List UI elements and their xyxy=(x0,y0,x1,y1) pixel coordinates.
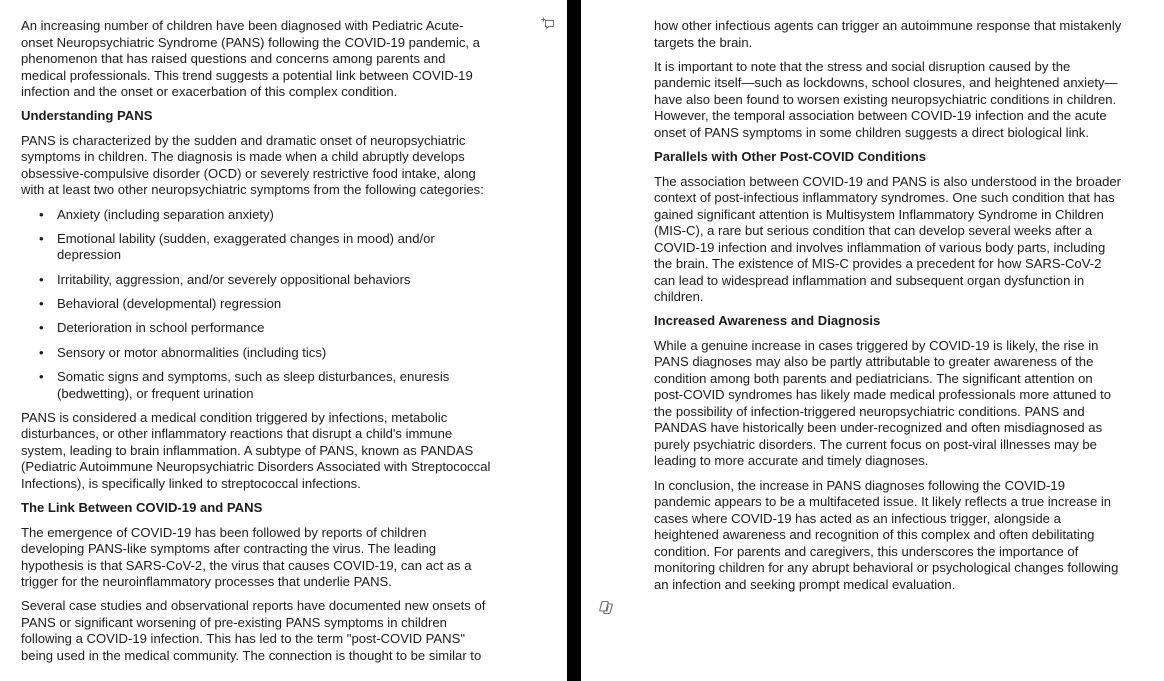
list-item xyxy=(21,320,490,337)
text-line: • Sensory or motor abnormalities (including tics) xyxy=(57,344,327,360)
text-line: PANDAS have historically been under-recognized and often misdiagnosed as xyxy=(654,420,1103,436)
text-line: condition among both parents and pediatricians. The significant attention on xyxy=(654,370,1093,386)
paragraph-awareness xyxy=(654,338,1121,470)
text-line: system, leading to brain inflammation. A subtype of PANS, known as PANDAS xyxy=(21,442,474,458)
text-line: • Behavioral (developmental) regression xyxy=(57,296,282,312)
text-line: heightened awareness and recognition of this complex and often debilitating xyxy=(654,527,1095,543)
text-line: PANS is characterized by the sudden and dramatic onset of neuropsychiatric xyxy=(21,132,466,148)
text-line: PANS diagnoses may also be partly attributable to greater awareness of the xyxy=(654,354,1094,370)
text-line: the possibility of infection-triggered neuropsychiatric conditions. PANS and xyxy=(654,403,1085,419)
list-item xyxy=(21,231,490,264)
text-line: purely psychiatric disorders. The current focus on post-viral illnesses may be xyxy=(654,436,1097,452)
text-line: cases where COVID-19 has acted as an infectious trigger, alongside a xyxy=(654,510,1061,526)
text-line: targets the brain. xyxy=(654,34,753,50)
text-line: • Somatic signs and symptoms, such as sleep disturbances, enuresis xyxy=(57,369,450,385)
text-line: PANS or significant worsening of pre-existing PANS symptoms in children xyxy=(21,614,447,630)
text-line: • Irritability, aggression, and/or severely oppositional behaviors xyxy=(57,271,411,287)
page-divider xyxy=(567,0,581,681)
text-line: following a COVID-19 infection. This has led to the term "post-COVID PANS" xyxy=(21,631,465,647)
text-line: However, the temporal association between COVID-19 infection and the acute xyxy=(654,108,1107,124)
text-line: hypothesis is that SARS-CoV-2, the virus that causes COVID-19, can act as a xyxy=(21,557,472,573)
paragraph-link-2 xyxy=(21,598,490,664)
text-line: COVID-19 infection and involves inflammation of various body parts, including xyxy=(654,239,1106,255)
text-line: children. xyxy=(654,289,704,305)
paragraph-understanding xyxy=(21,133,490,199)
text-line: how other infectious agents can trigger an autoimmune response that mistakenly xyxy=(654,18,1122,33)
text-line: disturbances, or other inflammatory reactions that disrupt a child's immune xyxy=(21,426,453,442)
list-item xyxy=(21,207,490,224)
text-line: The association between COVID-19 and PANS is also understood in the broader xyxy=(654,173,1122,189)
text-line: Infections), is specifically linked to streptococcal infections. xyxy=(21,475,361,491)
text-line: gained significant attention is Multisystem Inflammatory Syndrome in Children xyxy=(654,206,1104,222)
section-heading-parallels: Parallels with Other Post-COVID Conditions xyxy=(654,149,927,165)
new-comment-icon[interactable] xyxy=(541,17,555,30)
text-line: context of post-infectious inflammatory syndromes. One such condition that has xyxy=(654,190,1115,206)
text-line: pandemic appears to be a multifaceted issue. It likely reflects a true increase in xyxy=(654,494,1112,510)
text-line: In conclusion, the increase in PANS diagnoses following the COVID-19 xyxy=(654,477,1065,493)
symptom-list xyxy=(21,207,490,403)
text-line: While a genuine increase in cases triggered by COVID-19 is likely, the rise in xyxy=(654,337,1099,353)
paragraph-stress xyxy=(654,59,1121,142)
text-line: symptoms in children. The diagnosis is made when a child abruptly develops xyxy=(21,149,465,165)
paragraph-parallels xyxy=(654,174,1121,306)
text-line: infection and the onset or exacerbation of this complex condition. xyxy=(21,84,398,99)
text-line: monitoring children for any abrupt behavioral or psychological changes following xyxy=(654,560,1119,576)
text-line: • Anxiety (including separation anxiety) xyxy=(57,206,274,222)
text-line: An increasing number of children have been diagnosed with Pediatric Acute- xyxy=(21,18,464,33)
page-body xyxy=(654,18,1121,601)
text-line: with at least two other neuropsychiatric symptoms from the following categories: xyxy=(21,182,484,198)
text-line: phenomenon that has raised questions and concerns among parents and xyxy=(21,51,446,66)
section-heading-link: The Link Between COVID-19 and PANS xyxy=(21,500,263,516)
text-line: can lead to widespread inflammation and subsequent organ dysfunction in xyxy=(654,272,1085,288)
page-body xyxy=(21,18,490,672)
text-line: (Pediatric Autoimmune Neuropsychiatric Disorders Associated with Streptococcal xyxy=(21,459,491,475)
document-page-left xyxy=(0,0,567,681)
text-line: • Emotional lability (sudden, exaggerated changes in mood) and/or xyxy=(57,230,435,246)
text-line: post-COVID syndromes has likely made medical professionals more attuned to xyxy=(654,387,1112,403)
text-line: onset of PANS symptoms in some children suggests a direct biological link. xyxy=(654,124,1089,140)
text-line: • Deterioration in school performance xyxy=(57,320,265,336)
text-line: It is important to note that the stress and social disruption caused by the xyxy=(654,58,1071,74)
text-line: being used in the medical community. The connection is thought to be similar to xyxy=(21,647,482,663)
paragraph-conclusion xyxy=(654,478,1121,594)
paragraph-link-1 xyxy=(21,525,490,591)
list-item xyxy=(21,369,490,402)
section-heading-awareness: Increased Awareness and Diagnosis xyxy=(654,313,881,329)
text-line: obsessive-compulsive disorder (OCD) or severely restrictive food intake, along xyxy=(21,165,476,181)
text-line: condition. For parents and caregivers, this underscores the importance of xyxy=(654,543,1079,559)
text-line: depression xyxy=(57,247,122,263)
text-line: (MIS-C), a rare but serious condition that can develop several weeks after a xyxy=(654,223,1093,239)
text-line: developing PANS-like symptoms after contracting the virus. The leading xyxy=(21,541,437,557)
text-line: onset Neuropsychiatric Syndrome (PANS) following the COVID-19 pandemic, a xyxy=(21,34,480,50)
list-item xyxy=(21,296,490,313)
paragraph-link-2-continued xyxy=(654,18,1121,51)
text-line: leading to more accurate and timely diagnoses. xyxy=(654,453,929,469)
paragraph-trigger xyxy=(21,410,490,493)
section-heading-understanding: Understanding PANS xyxy=(21,108,153,124)
text-line: PANS is considered a medical condition triggered by infections, metabolic xyxy=(21,409,448,425)
text-line: pandemic itself—such as lockdowns, school closures, and heightened anxiety— xyxy=(654,75,1118,91)
text-line: Several case studies and observational reports have documented new onsets of xyxy=(21,598,486,614)
document-page-right xyxy=(581,0,1164,681)
list-item xyxy=(21,345,490,362)
text-line: have also been found to worsen existing neuropsychiatric conditions in children. xyxy=(654,91,1117,107)
text-line: the brain. The existence of MIS-C provides a precedent for how SARS-CoV-2 xyxy=(654,256,1102,272)
text-line: medical professionals. This trend suggests a potential link between COVID-19 xyxy=(21,67,473,83)
text-line: (bedwetting), or frequent urination xyxy=(57,385,254,401)
text-line: an infection and seeking prompt medical evaluation. xyxy=(654,576,956,592)
text-line: The emergence of COVID-19 has been followed by reports of children xyxy=(21,524,427,540)
text-line: trigger for the neuroinflammatory processes that underlie PANS. xyxy=(21,574,392,590)
paragraph-intro xyxy=(21,18,490,101)
list-item xyxy=(21,272,490,289)
copilot-icon[interactable] xyxy=(598,600,614,615)
